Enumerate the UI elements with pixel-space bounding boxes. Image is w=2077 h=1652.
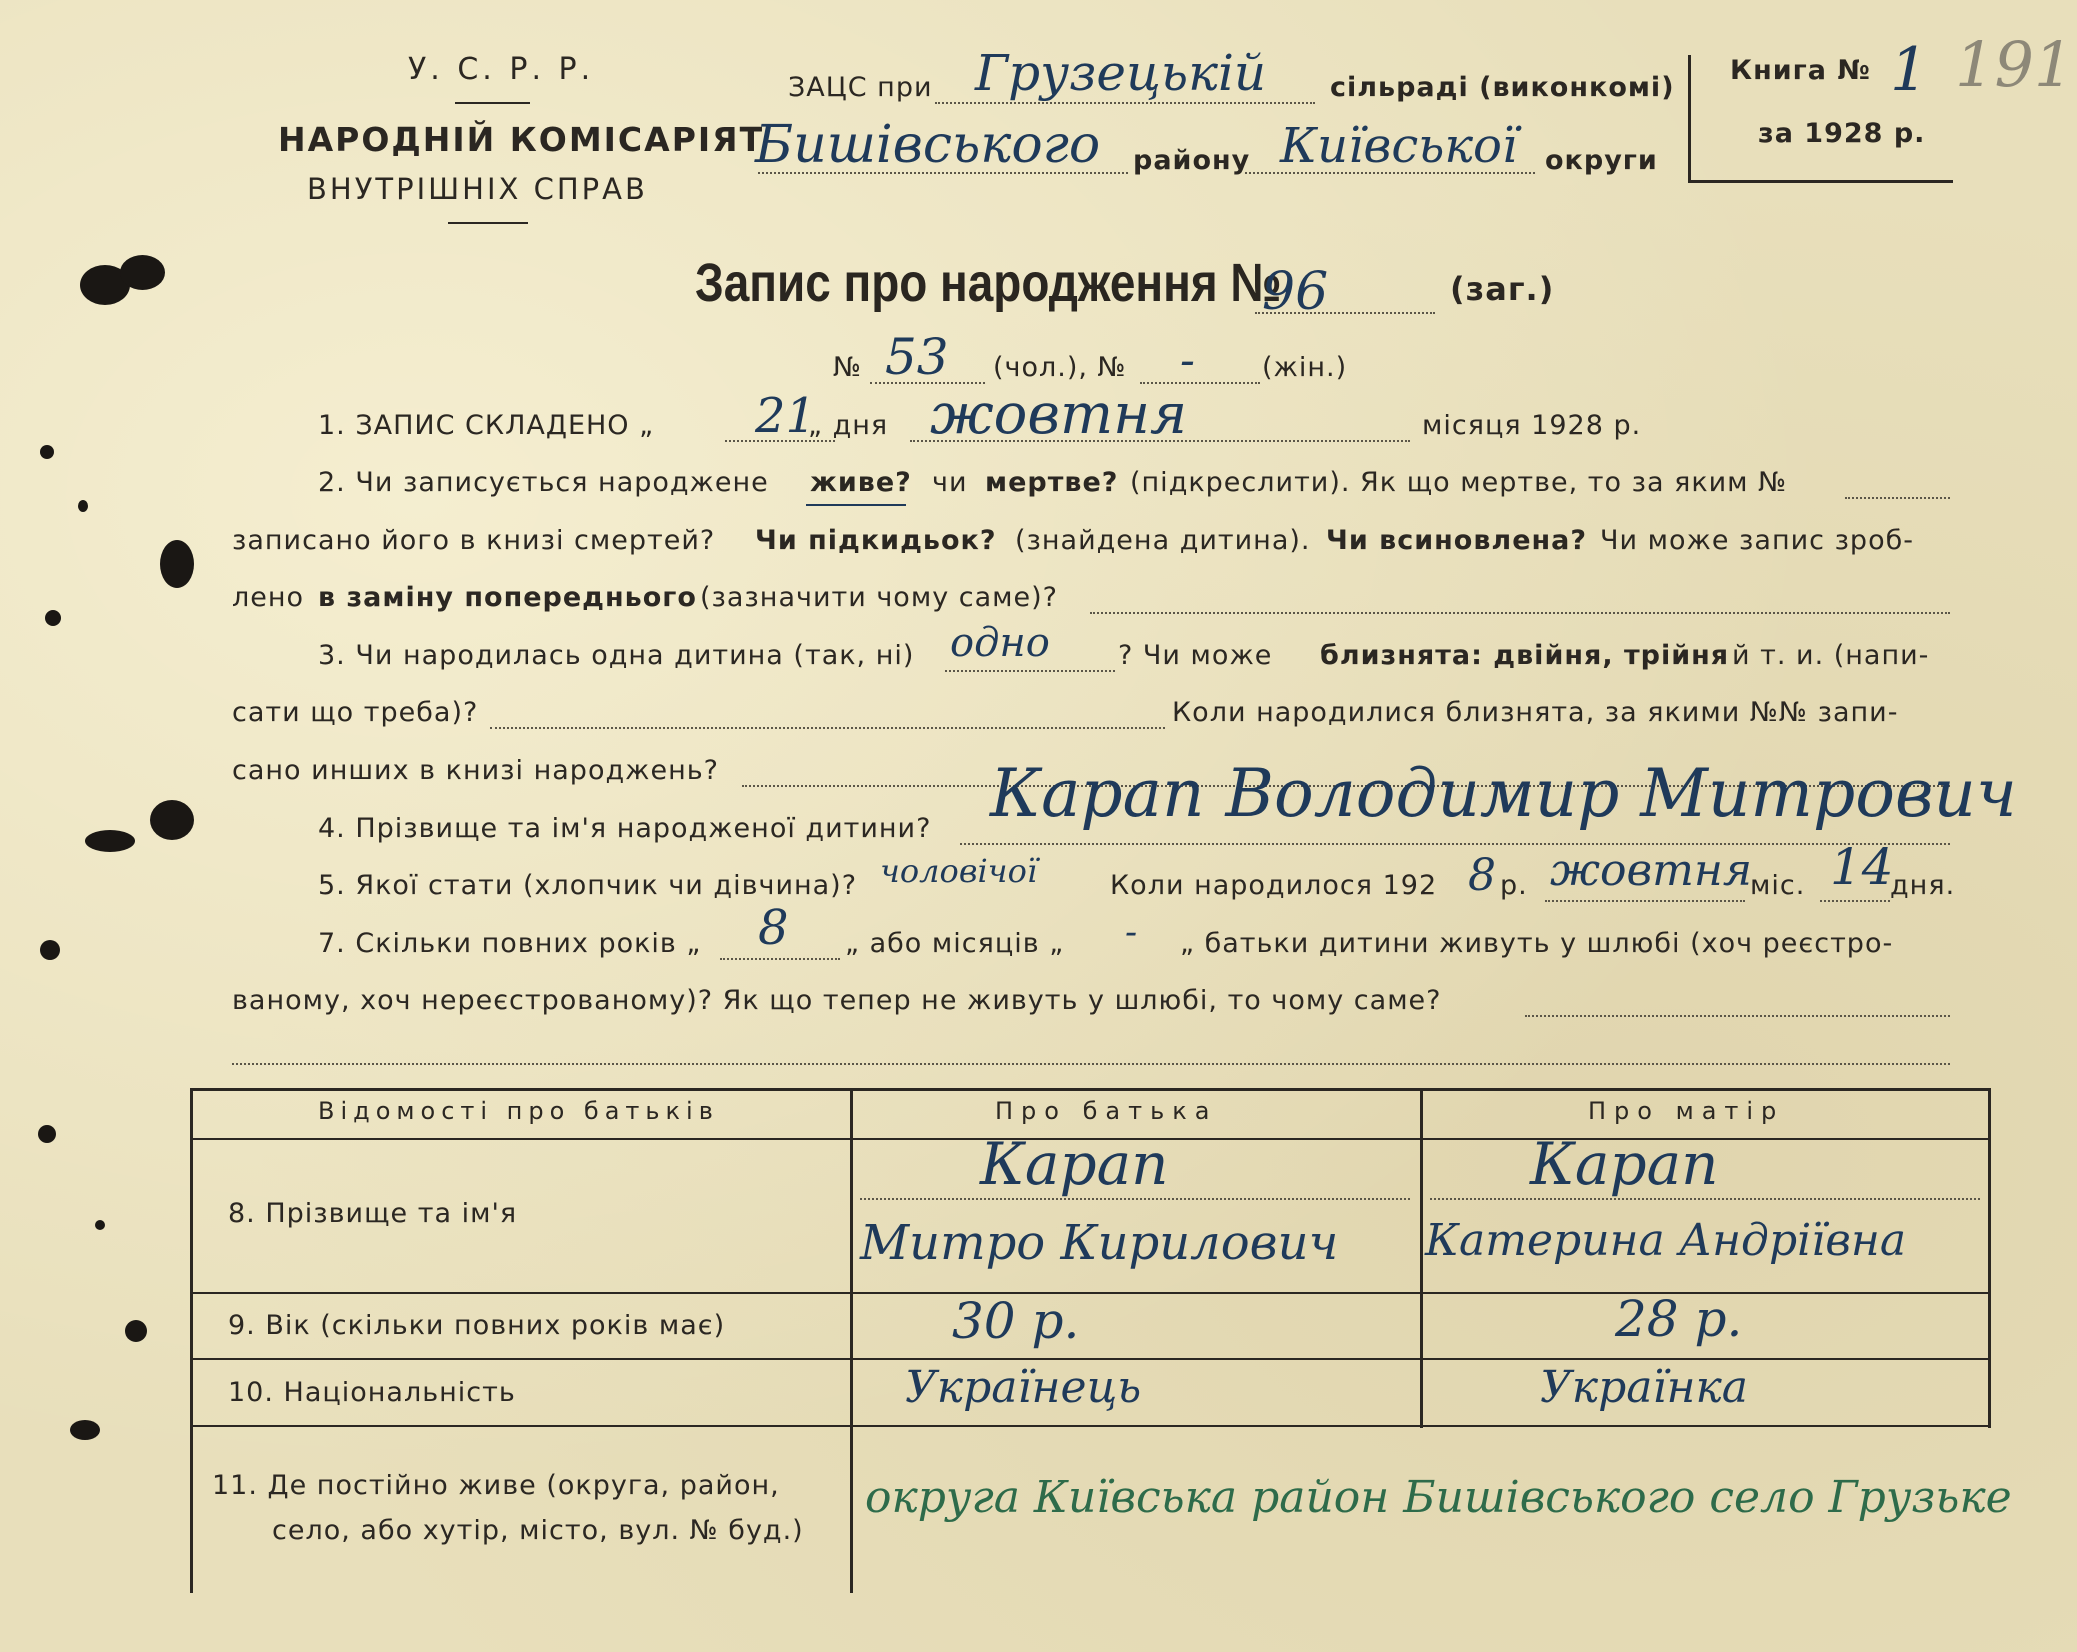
record-number-suffix: (заг.) [1450,270,1555,308]
item3-line1-a: 3. Чи народилась одна дитина (так, ні) [318,640,915,671]
item3-line2-b: Коли народилися близнята, за якими №№ запи- [1172,697,1899,728]
item3-line2-a: сати що треба)? [232,697,479,728]
punch-hole [78,500,88,512]
row11-label-line1: 11. Де постійно живе (округа, район, [212,1470,780,1501]
item7-label-a: 7. Скільки повних років „ [318,928,702,959]
item2-number-line [1845,497,1950,499]
republic-label: У. С. Р. Р. [408,52,595,87]
item2-foundling: Чи підкидьок? [755,525,997,556]
row8-label: 8. Прізвище та ім'я [228,1198,518,1229]
table-border-left [190,1088,193,1593]
item5-label-a: 5. Якої стати (хлопчик чи дівчина)? [318,870,858,901]
okruha-label: округи [1545,145,1658,176]
row9-label: 9. Вік (скільки повних років має) [228,1310,726,1341]
row8-father-name: Митро Кирилович [860,1215,1339,1271]
item7-line2: ваному, хоч нереєстрованому)? Як що тепер не живуть у шлюбі, то чому саме? [232,985,1442,1016]
table-column-divider [850,1088,853,1593]
item4-child-name: Карап Володимир Митрович [990,755,2017,832]
row11-residence-value: округа Київська район Бишівського село Грузьке [865,1472,2012,1523]
table-border-right [1988,1088,1991,1428]
table-head-info: Відомості про батьків [318,1097,719,1125]
okruha-value: Київської [1280,118,1518,174]
item2-dead: мертве? [985,467,1119,498]
item3-twins-line [490,727,1165,729]
item7-label-c: „ батьки дитини живуть у шлюбі (хоч реєстро- [1180,928,1894,959]
item1-day-label: „ дня [808,410,889,441]
item2-line2-c: Чи може запис зроб- [1600,525,1914,556]
header-divider [448,222,528,224]
table-border [190,1358,1990,1360]
punch-hole [160,540,194,588]
item4-label: 4. Прізвище та ім'я народженої дитини? [318,813,932,844]
commissariat-title: НАРОДНІЙ КОМІСАРІЯТ [278,120,765,159]
item5-month-line [1545,900,1745,902]
punch-hole [40,445,54,459]
item1-day-value: 21 [755,388,817,444]
item2-line1-c: (підкреслити). Як що мертве, то за яким № [1130,467,1788,498]
table-border-top [190,1088,1990,1091]
item2-line3-a: лено [232,582,305,613]
row10-mother-nationality: Українка [1540,1362,1749,1413]
punch-hole [40,940,60,960]
row8-father-line [860,1198,1410,1200]
item5-label-e: дня. [1890,870,1956,901]
item5-label-c: р. [1500,870,1528,901]
item2-line2-a: записано його в книзі смертей? [232,525,716,556]
book-label: Книга № [1730,55,1871,86]
punch-hole [38,1125,56,1143]
item5-sex-value: чоловічої [880,852,1038,890]
item2-line3-b: (зазначити чому саме)? [700,582,1058,613]
book-box-border [1688,180,1953,183]
raion-value: Бишівського [755,115,1101,175]
punch-hole [70,1420,100,1440]
item3-line3: сано инших в книзі народжень? [232,755,719,786]
punch-hole [95,1220,105,1230]
table-head-father: Про батька [995,1097,1218,1125]
male-number-label: (чол.), № [993,352,1127,383]
item1-month-value: жовтня [930,382,1188,447]
item7-years-line [720,958,840,960]
item5-year-value: 8 [1468,850,1496,901]
table-column-divider [1420,1088,1423,1428]
punch-hole [125,1320,147,1342]
item4-name-line [960,843,1950,845]
male-number-value: 53 [885,328,949,386]
punch-hole [120,255,165,290]
book-box-border [1688,55,1691,183]
item5-label-d: міс. [1750,870,1806,901]
item3-value: одно [950,620,1050,666]
council-value: Грузецькій [975,44,1267,102]
record-number: 96 [1262,262,1329,322]
row10-label: 10. Національність [228,1377,516,1408]
item7-reason-line2 [232,1063,1950,1065]
item2-alive: живе? [810,467,912,498]
item1-month-label: місяця 1928 р. [1422,410,1642,441]
item2-line2-b: (знайдена дитина). [1015,525,1311,556]
item3-value-line [945,670,1115,672]
header-divider [455,102,530,104]
row9-father-age: 30 р. [952,1292,1080,1350]
item5-label-b: Коли народилося 192 [1110,870,1438,901]
council-suffix: сільраді (виконкомі) [1330,72,1675,103]
council-field-line [935,102,1315,104]
item5-month-value: жовтня [1550,845,1752,896]
row8-mother-name: Катерина Андріївна [1425,1215,1907,1266]
row11-label-line2: село, або хутір, місто, вул. № буд.) [272,1515,804,1546]
book-value: 1 [1890,35,1929,105]
table-head-mother: Про матір [1588,1097,1785,1125]
row10-father-nationality: Українець [905,1362,1142,1413]
subnumber-prefix: № [833,352,863,383]
item2-line1-b: чи [932,467,968,498]
row8-mother-surname: Карап [1530,1130,1719,1198]
item2-line1-a: 2. Чи записується народжене [318,467,769,498]
book-year: за 1928 р. [1758,118,1926,149]
record-title: Запис про народження № [695,253,1282,313]
female-number-label: (жін.) [1262,352,1348,383]
row9-mother-age: 28 р. [1615,1290,1743,1348]
zags-label: ЗАЦС при [788,72,933,103]
commissariat-subtitle: ВНУТРІШНІХ СПРАВ [307,172,648,206]
item7-reason-line [1525,1015,1950,1017]
item2-adopted: Чи всиновлена? [1326,525,1588,556]
item2-reason-line [1090,612,1950,614]
row8-father-surname: Карап [980,1130,1169,1198]
item1-label: 1. ЗАПИС СКЛАДЕНО „ [318,410,655,441]
corner-number: 191 [1955,28,2074,101]
raion-label: району [1133,145,1251,176]
female-number-value: - [1180,335,1195,386]
item3-line1-b: ? Чи може [1118,640,1273,671]
item3-twins: близнята: двійня, трійня [1320,640,1730,671]
punch-hole [45,610,61,626]
item7-label-b: „ або місяців „ [845,928,1065,959]
punch-hole [85,830,135,852]
item5-day-line [1820,900,1890,902]
item7-years-value: 8 [758,900,789,956]
item5-day-value: 14 [1830,838,1894,896]
table-border [190,1425,1990,1427]
item2-replace: в заміну попереднього [318,582,697,613]
punch-hole [150,800,194,840]
row8-mother-line [1430,1198,1980,1200]
item7-months-value: - [1125,912,1138,953]
item2-alive-underline [806,504,906,506]
item3-line1-c: й т. и. (напи- [1732,640,1930,671]
